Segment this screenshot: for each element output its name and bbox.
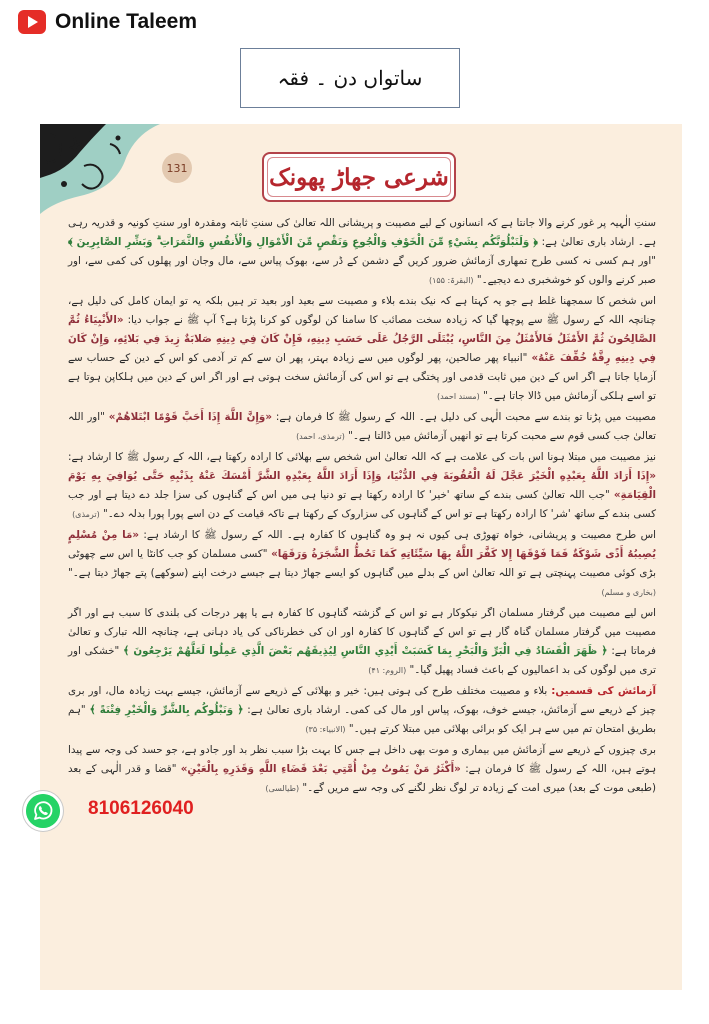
paragraph-5	[68, 526, 656, 602]
paragraph-text: سنتِ الٰہیہ پر غور کرنے والا جانتا ہے کہ انسانوں کے لیے مصیبت و پریشانی اللہ تعالیٰ کی سنتِ ثابتہ ومقدرہ اور سنتِ کونیہ و قدریہ رہی ہے۔ ارشاد باری تعالیٰ ہے:	[68, 217, 657, 248]
brand-name: Online Taleem	[55, 10, 197, 33]
page-number: 131	[162, 153, 192, 183]
floral-ornament-icon	[40, 124, 160, 214]
paragraph-text: اس لیے مصیبت میں گرفتار مسلمان اگر نیکوکار ہے تو اس کے گزشتہ گناہوں کا کفارہ ہے یا پھر درجات کی بلندی کا سبب ہے اور اگر مصیبت میں گرفتار مسلمان گناہ گار ہے تو اس کے گناہوں کا کفارہ اور ان کی خطرناکی کی یاد دہانی ہے، چنانچہ اللہ تبارک و تعالیٰ فرماتا ہے:	[68, 607, 656, 657]
paragraph-text: اس طرح مصیبت و پریشانی، خواہ تھوڑی ہی کیوں نہ ہو وہ گناہوں کا کفارہ ہے۔ اللہ کے رسول ﷺ کا ارشاد ہے:	[143, 529, 656, 541]
reference: (مسند احمد)	[436, 392, 480, 401]
quran-verse: ﴿ وَلَنَبْلُوَنَّكُم بِشَيْءٍ مِّنَ الْخَوْفِ وَالْجُوعِ وَنَقْصٍ مِّنَ الْأَمْوَالِ وَالْأَنفُسِ وَالثَّمَرَاتِ ۗ وَبَشِّرِ الصَّابِرِينَ ﴾	[68, 236, 538, 248]
day-title: ساتواں دن ۔ فقہ	[240, 48, 460, 108]
page-body	[68, 214, 656, 800]
paragraph-text: بلاء و مصیبت مختلف طرح کی ہوتی ہیں: خیر و بھلائی کے ذریعے سے آزمائش، جیسے بہت زیادہ مال، اور بری چیز کے ذریعے سے آزمائش، جیسے خوف، بھوک، پیاس اور مال کی کمی۔ ارشاد باری تعالیٰ ہے:	[68, 685, 656, 716]
page-heading: شرعی جھاڑ پھونک	[262, 152, 456, 202]
hadith-text: «إِذَا أَرَادَ اللَّهُ بِعَبْدِهِ الْخَيْرَ عَجَّلَ لَهُ الْعُقُوبَةَ فِي الدُّنْيَا، وَإِذَا أَرَادَ اللَّهُ بِعَبْدِهِ الشَّرَّ أَمْسَكَ عَنْهُ بِذَنْبِهِ حَتَّى يُوَافِيَ بِهِ يَوْمَ الْقِيَامَةِ»	[68, 470, 656, 501]
quran-verse: ﴿ وَنَبْلُوكُم بِالشَّرِّ وَالْخَيْرِ فِتْنَةً ﴾	[89, 704, 244, 716]
hadith-text: «وَإِنَّ اللَّهَ إِذَا أَحَبَّ قَوْمًا ابْتَلاهُمْ»	[108, 411, 272, 423]
paragraph-text: اس شخص کا سمجھنا غلط ہے جو یہ کہتا ہے کہ نیک بندے بلاء و مصیبت سے بعید اور بعید تر ہیں بلکہ یہ تو ایمان کامل کی دلیل ہے، چنانچہ اللہ کے رسول ﷺ سے پوچھا گیا کہ زیادہ سخت مصائب کا سامنا کن لوگوں کو کرنا پڑتا ہے؟ آپ ﷺ نے جواب دیا:	[68, 295, 657, 326]
brand	[18, 10, 197, 34]
hadith-text: «مَا مِنْ مُسْلِمٍ يُصِيبُهُ أَذًى شَوْكَةٌ فَمَا فَوْقَهَا إِلا كَفَّرَ اللَّهُ بِهَا سَيِّئَاتِهِ كَمَا تَحُطُّ الشَّجَرَةُ وَرَقَهَا»	[68, 529, 656, 560]
paragraph-1	[68, 214, 656, 290]
paragraph-6	[68, 604, 656, 680]
paragraph-7	[68, 682, 656, 739]
paragraph-2	[68, 292, 656, 406]
translation: "خشکی اور تری میں لوگوں کی بد اعمالیوں کے باعث فساد پھیل گیا۔"	[68, 645, 656, 676]
quran-verse: ﴿ ظَهَرَ الْفَسَادُ فِي الْبَرِّ وَالْبَحْرِ بِمَا كَسَبَتْ أَيْدِي النَّاسِ لِيُذِيقَهُم بَعْضَ الَّذِي عَمِلُوا لَعَلَّهُمْ يَرْجِعُونَ ﴾	[123, 645, 608, 657]
paragraph-8	[68, 741, 656, 798]
hadith-text: «الأَنْبِيَاءُ ثُمَّ الصَّالِحُونَ ثُمَّ الأَمْثَلُ فَالأَمْثَلُ مِنَ النَّاسِ، يُبْتَلَى الرَّجُلُ عَلَى حَسَبِ دِينِهِ، فَإِنْ كَانَ فِي دِينِهِ صَلابَةٌ زِيدَ فِي بَلائِهِ، وَإِنْ كَانَ فِي دِينِهِ رِقَّةٌ خُفِّفَ عَنْهُ»	[68, 314, 656, 364]
subheading: آزمائش کی قسمیں:	[551, 685, 657, 697]
translation: "انبیاء پھر صالحین، پھر لوگوں میں سے زیادہ بہتر، پھر ان سے کم تر آدمی کو اس کے دین کے حساب سے آزمایا جاتا ہے اگر اس کے دین میں ثابت قدمی اور پختگی ہے تو اس کی آزمائش سخت ہوتی ہے اور اگر اس کے دین میں ہلکاپن ہوتا ہے تو اسے ہلکی آزمائش میں ڈالا جاتا ہے۔"	[68, 352, 656, 402]
paragraph-3	[68, 408, 656, 446]
paragraph-text: بری چیزوں کے ذریعے سے آزمائش میں بیماری و موت بھی داخل ہے جس کا بہت بڑا سبب نظر بد اور جادو ہے، جو حسد کی وجہ سے پیدا ہوتے ہیں، اللہ کے رسول ﷺ کا فرمان ہے:	[68, 744, 656, 775]
translation: "کسی مسلمان کو جب کانٹا یا اس سے چھوٹی بڑی کوئی مصیبت پہنچتی ہے تو اللہ تعالیٰ اس کے بدلے میں گناہوں کو ایسے جھاڑ دیتا ہے جیسے درخت اپنے (سوکھے) پتے جھاڑ دیتا ہے۔"	[68, 548, 656, 579]
reference: (طیالسی)	[265, 784, 300, 793]
translation: "قضا و قدر الٰہی کے بعد (طبعی موت کے بعد) میری امت کے زیادہ تر لوگ نظر لگنے کی وجہ سے مریں گے۔"	[68, 763, 656, 794]
hadith-text: «أَكْثَرُ مَنْ يَمُوتُ مِنْ أُمَّتِي بَعْدَ قَضَاءِ اللَّهِ وَقَدَرِهِ بِالْعَيْنِ»	[180, 763, 461, 775]
translation: "اور ہم کسی نہ کسی طرح تمھاری آزمائش ضرور کریں گے دشمن کے ڈر سے، بھوک پیاس سے، مال وجان اور پھلوں کی کمی سے، اور صبر کرنے والوں کو خوشخبری دے دیجیے۔"	[68, 255, 656, 286]
translation: "ہم بطریق امتحان تم میں سے ہر ایک کو برائی بھلائی میں مبتلا کرتے ہیں۔"	[68, 704, 656, 735]
reference: (ترمذی)	[72, 510, 100, 519]
reference: (الروم: ۴۱)	[368, 666, 407, 675]
paragraph-4	[68, 448, 656, 524]
phone-number[interactable]: 8106126040	[88, 798, 194, 819]
reference: (بخاری و مسلم)	[601, 588, 656, 597]
youtube-play-icon	[18, 10, 46, 34]
paragraph-text: نیز مصیبت میں مبتلا ہونا اس بات کی علامت ہے کہ اللہ تعالیٰ اس شخص سے بھلائی کا ارادہ رکھتا ہے، اللہ کے رسول ﷺ کا ارشاد ہے:	[68, 451, 656, 463]
translation: "اور اللہ تعالیٰ جب کسی قوم سے محبت کرتا ہے تو انھیں آزمائش میں ڈالتا ہے۔"	[68, 411, 656, 442]
whatsapp-icon[interactable]	[26, 794, 60, 828]
book-page	[40, 124, 682, 990]
paragraph-text: مصیبت میں پڑنا تو بندے سے محبت الٰہی کی دلیل ہے۔ اللہ کے رسول ﷺ کا فرمان ہے:	[275, 411, 657, 423]
translation: "جب اللہ تعالیٰ کسی بندے کے ساتھ 'خیر' کا ارادہ رکھتا ہے تو دنیا ہی میں اس کے گناہوں کی سزا جلد دے دیتا ہے اور جب کسی بندے کے ساتھ 'شر' کا ارادہ رکھتا ہے تو اس کے گناہوں کی سزاروک کے رکھتا ہے تاکہ قیامت کے دن اسے پورا پورا بدلہ دے۔"	[68, 489, 656, 520]
reference: (الانبیاء: ۳۵)	[305, 725, 346, 734]
reference: (البقرۃ: ۱۵۵)	[428, 276, 474, 285]
reference: (ترمذی، احمد)	[296, 432, 345, 441]
